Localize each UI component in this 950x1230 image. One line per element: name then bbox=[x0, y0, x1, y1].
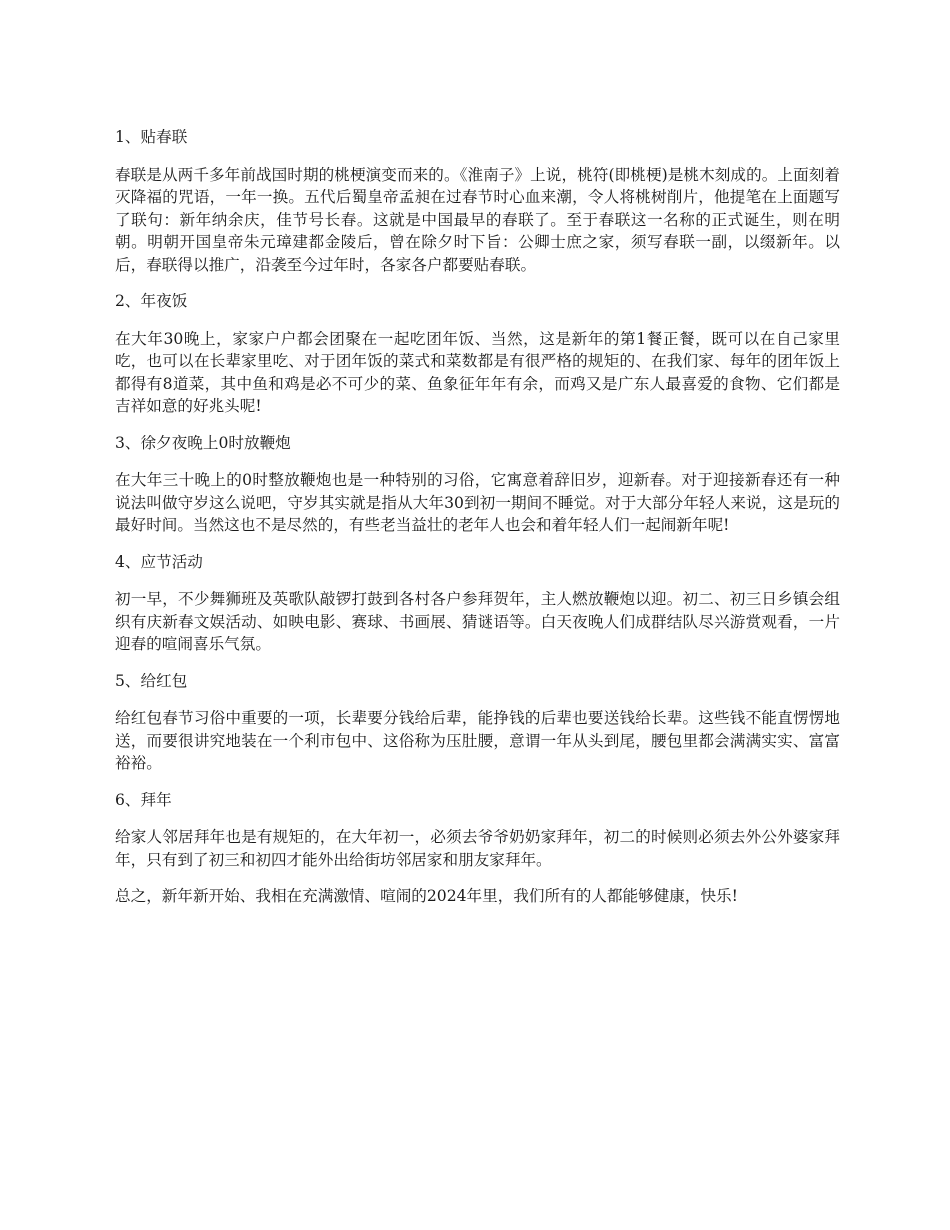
conclusion-paragraph: 总之，新年新开始、我相在充满激情、喧闹的2024年里，我们所有的人都能够健康，快乐! bbox=[115, 887, 738, 905]
section-paragraph: 初一早，不少舞狮班及英歌队敲锣打鼓到各村各户参拜贺年，主人燃放鞭炮以迎。初二、初三日乡镇会组织有庆新春文娱活动、如映电影、赛球、书画展、猜谜语等。白天夜晚人们成群结队尽兴游赏观看，一片迎春的喧闹喜乐气氛。 bbox=[115, 590, 840, 653]
section-4 bbox=[115, 551, 840, 656]
section-heading: 6、拜年 bbox=[115, 790, 172, 809]
section-heading: 1、贴春联 bbox=[115, 128, 188, 146]
section-6 bbox=[115, 789, 840, 872]
section-heading: 3、徐夕夜晚上0时放鞭炮 bbox=[115, 433, 291, 452]
section-heading: 5、给红包 bbox=[115, 671, 188, 690]
section-paragraph: 在大年30晚上，家家户户都会团聚在一起吃团年饭、当然，这是新年的第1餐正餐，既可以在自己家里吃，也可以在长辈家里吃、对于团年饭的菜式和菜数都是有很严格的规矩的、在我们家、每年的团年饭上都得有8道菜，其中鱼和鸡是必不可少的菜、鱼象征年年有余，而鸡又是广东人最喜爱的食物、它们都是吉祥如意的好兆头呢! bbox=[115, 329, 840, 415]
section-5 bbox=[115, 670, 840, 775]
section-paragraph: 给红包春节习俗中重要的一项，长辈要分钱给后辈，能挣钱的后辈也要送钱给长辈。这些钱不能直愣愣地送，而要很讲究地装在一个利市包中、这俗称为压肚腰，意谓一年从头到尾，腰包里都会满满实实、富富裕裕。 bbox=[115, 709, 840, 772]
document-page bbox=[115, 126, 840, 922]
section-3 bbox=[115, 432, 840, 537]
section-2 bbox=[115, 290, 840, 418]
section-paragraph: 在大年三十晚上的0时整放鞭炮也是一种特别的习俗，它寓意着辞旧岁，迎新春。对于迎接新春还有一种说法叫做守岁这么说吧，守岁其实就是指从大年30到初一期间不睡觉。对于大部分年轻人来说，这是玩的最好时间。当然这也不是尽然的，有些老当益壮的老年人也会和着年轻人们一起闹新年呢! bbox=[115, 471, 840, 534]
section-heading: 4、应节活动 bbox=[115, 552, 203, 571]
section-paragraph: 给家人邻居拜年也是有规矩的，在大年初一，必须去爷爷奶奶家拜年，初二的时候则必须去外公外婆家拜年，只有到了初三和初四才能外出给街坊邻居家和朋友家拜年。 bbox=[115, 828, 840, 869]
section-paragraph: 春联是从两千多年前战国时期的桃梗演变而来的。《淮南子》上说，桃符(即桃梗)是桃木刻成的。上面刻着灭降福的咒语，一年一换。五代后蜀皇帝孟昶在过春节时心血来潮，令人将桃树削片，他提笔在上面题写了联句：新年纳余庆，佳节号长春。这就是中国最早的春联了。至于春联这一名称的正式诞生，则在明朝。明朝开国皇帝朱元璋建都金陵后，曾在除夕时下旨：公卿士庶之家，须写春联一副，以缀新年。以后，春联得以推广，沿袭至今过年时，各家各户都要贴春联。 bbox=[115, 165, 840, 274]
section-heading: 2、年夜饭 bbox=[115, 292, 188, 310]
section-1 bbox=[115, 126, 840, 276]
